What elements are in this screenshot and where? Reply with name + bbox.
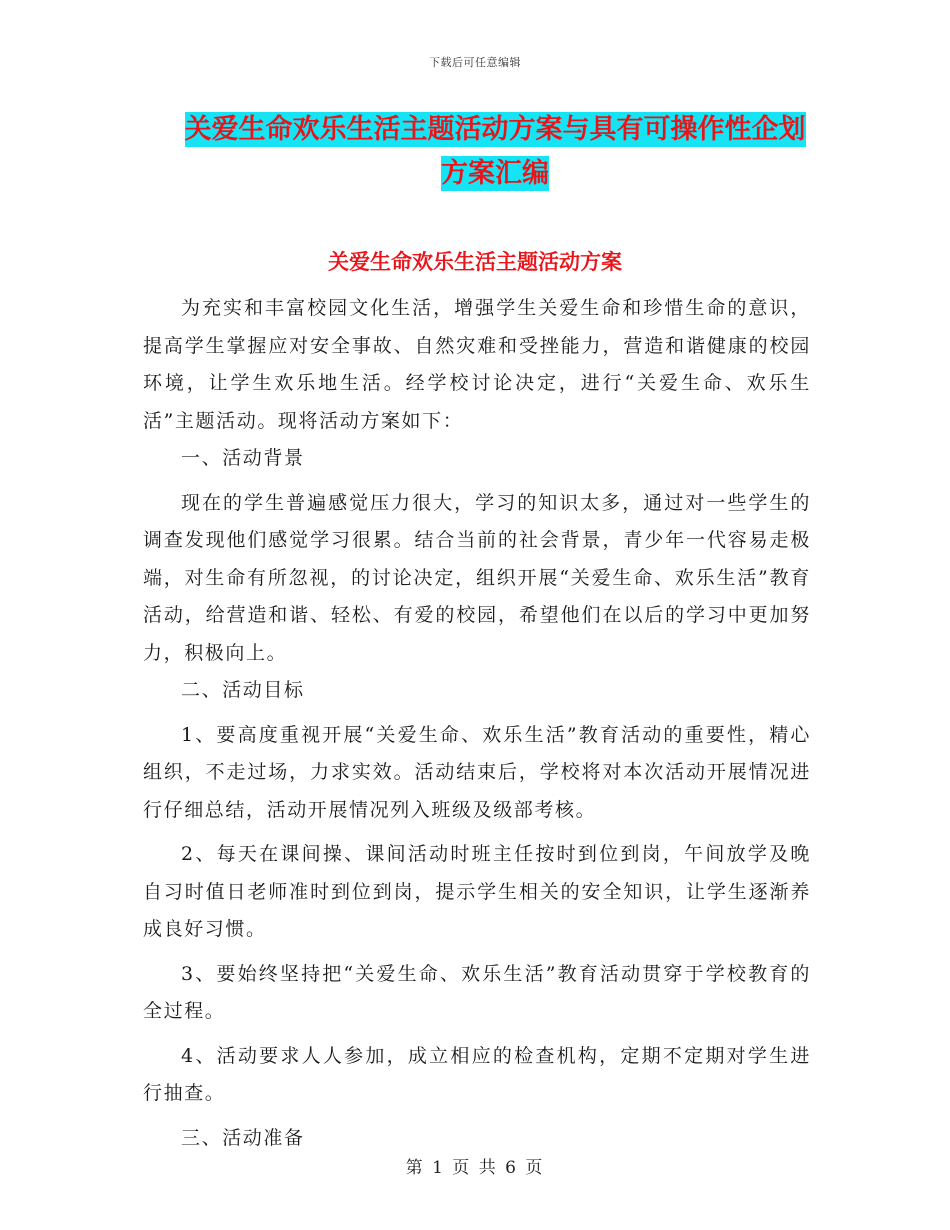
- paragraph-intro: 为充实和丰富校园文化生活，增强学生关爱生命和珍惜生命的意识，提高学生掌握应对安全事故、自然灾难和受挫能力，营造和谐健康的校园环境，让学生欢乐地生活。经学校讨论决定，进行“关爱生命、欢乐生活”主题活动。现将活动方案如下：: [143, 297, 811, 432]
- document-main-title: [145, 108, 845, 196]
- paragraph-goal-4: 4、活动要求人人参加，成立相应的检查机构，定期不定期对学生进行抽查。: [143, 1044, 811, 1104]
- heading-goals: 二、活动目标: [181, 679, 305, 701]
- paragraph-background: 现在的学生普遍感觉压力很大，学习的知识太多，通过对一些学生的调查发现他们感觉学习很累。结合当前的社会背景，青少年一代容易走极端，对生命有所忽视，的讨论决定，组织开展“关爱生命、欢乐生活”教育活动，给营造和谐、轻松、有爱的校园，希望他们在以后的学习中更加努力，积极向上。: [143, 491, 811, 664]
- heading-background: 一、活动背景: [181, 447, 305, 469]
- main-title-line-1: 关爱生命欢乐生活主题活动方案与具有可操作性企划: [184, 114, 806, 145]
- page-header-note: 下载后可任意编辑: [429, 56, 521, 69]
- main-title-line-2: 方案汇编: [441, 158, 549, 189]
- section-title: 关爱生命欢乐生活主题活动方案: [328, 250, 622, 274]
- page-number: 第 1 页 共 6 页: [405, 1158, 545, 1178]
- paragraph-goal-2: 2、每天在课间操、课间活动时班主任按时到位到岗，午间放学及晚自习时值日老师准时到位到岗，提示学生相关的安全知识，让学生逐渐养成良好习惯。: [143, 843, 811, 940]
- paragraph-goal-3: 3、要始终坚持把“关爱生命、欢乐生活”教育活动贯穿于学校教育的全过程。: [143, 962, 811, 1022]
- document-body: [143, 290, 811, 1157]
- heading-preparation: 三、活动准备: [181, 1126, 305, 1149]
- paragraph-goal-1: 1、要高度重视开展“关爱生命、欢乐生活”教育活动的重要性，精心组织，不走过场，力求实效。活动结束后，学校将对本次活动开展情况进行仔细总结，活动开展情况列入班级及级部考核。: [143, 723, 811, 821]
